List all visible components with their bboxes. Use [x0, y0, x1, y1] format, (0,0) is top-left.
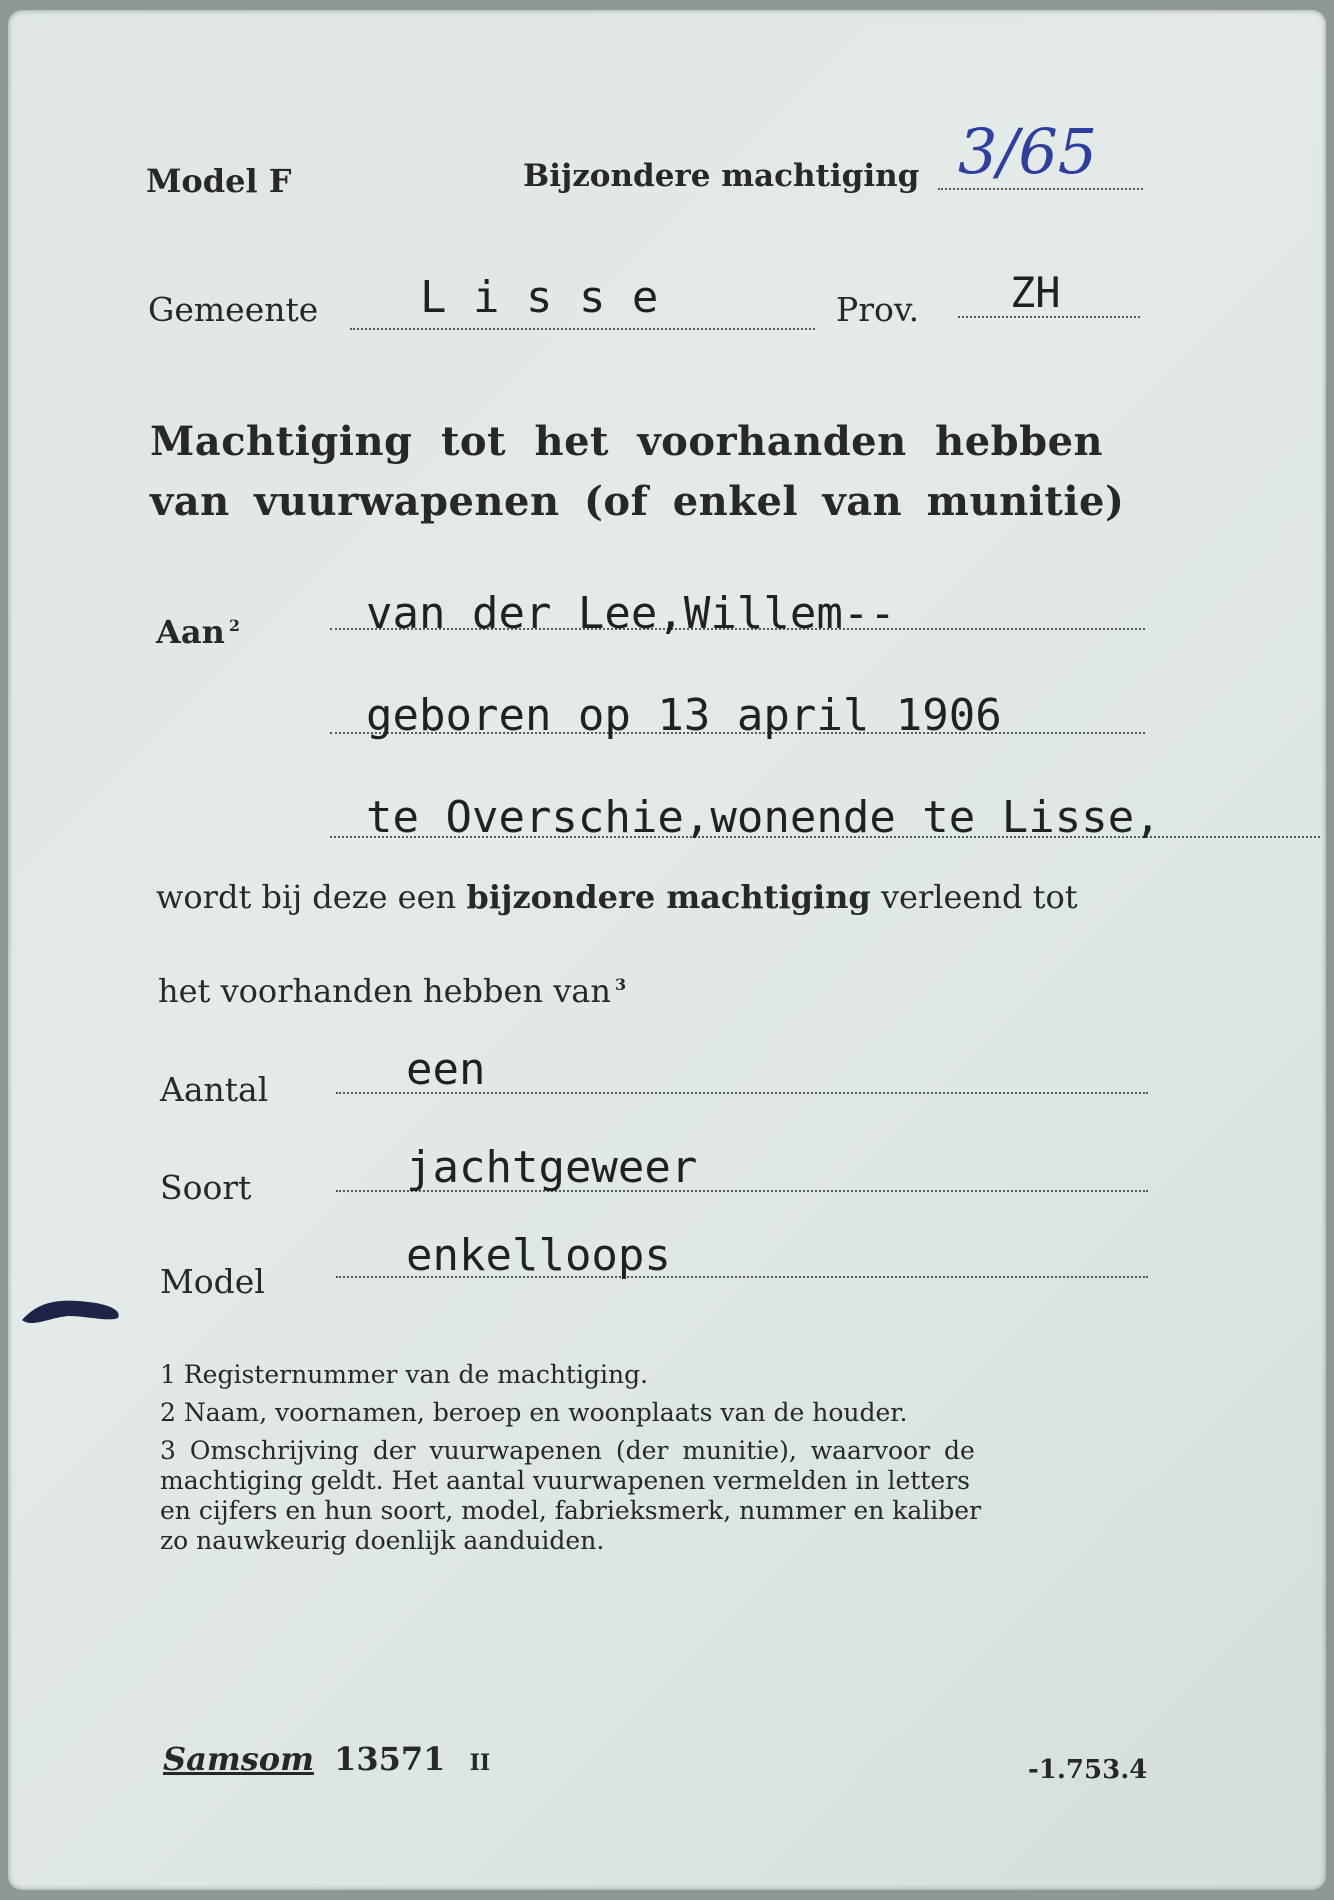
model-value: enkelloops — [406, 1230, 671, 1281]
ink-smudge-icon — [18, 1292, 128, 1332]
grant-line-2: het voorhanden hebben van $^3$ — [158, 972, 627, 1010]
aantal-label: Aantal — [160, 1070, 269, 1109]
holder-residence: te Overschie,wonende te Lisse, — [366, 792, 1161, 843]
publisher-line — [163, 1740, 490, 1778]
form-code: -1.753.4 — [1028, 1755, 1148, 1785]
footnote-3-line-4: zo nauwkeurig doenlijk aanduiden. — [160, 1526, 605, 1555]
footnote-1: 1 Registernummer van de machtiging. — [160, 1360, 649, 1389]
gemeente-line — [350, 328, 815, 330]
model-label: Model F — [146, 162, 292, 200]
aantal-value: een — [406, 1044, 486, 1095]
footnote-2: 2 Naam, voornamen, beroep en woonplaats van de houder. — [160, 1398, 908, 1427]
footnote-3-line-2: machtiging geldt. Het aantal vuurwapenen vermelden in letters — [160, 1466, 970, 1495]
holder-birth: geboren op 13 april 1906 — [366, 690, 1002, 741]
gemeente-label: Gemeente — [148, 290, 319, 329]
gemeente-value: L i s s e — [420, 272, 659, 323]
footnote-3-line-1: 3 Omschrijving der vuurwapenen (der munitie), waarvoor de — [160, 1436, 975, 1465]
model-field-label: Model — [160, 1262, 265, 1301]
soort-value: jachtgeweer — [406, 1142, 698, 1193]
soort-label: Soort — [160, 1168, 252, 1207]
footnote-3-line-3: en cijfers en hun soort, model, fabrieksmerk, nummer en kaliber — [160, 1496, 982, 1525]
holder-name: van der Lee,Willem-- — [366, 588, 896, 639]
handwritten-number: 3/65 — [958, 115, 1098, 188]
number-line — [938, 188, 1143, 190]
heading-line-1: Machtiging tot het voorhanden hebben — [150, 418, 1104, 465]
form-number: 13571 — [334, 1740, 446, 1778]
permit-card — [8, 10, 1326, 1890]
publisher-logo: Samsom — [163, 1740, 314, 1778]
grant-text: wordt bij deze een bijzondere machtiging verleend tot — [156, 878, 1078, 916]
aan-label: Aan $^2$ — [156, 613, 240, 651]
prov-value: ZH — [1010, 268, 1061, 317]
prov-label: Prov. — [836, 290, 920, 329]
form-suffix: II — [469, 1750, 491, 1776]
heading-line-2: van vuurwapenen (of enkel van munitie) — [150, 478, 1125, 525]
document-title: Bijzondere machtiging — [523, 158, 920, 194]
